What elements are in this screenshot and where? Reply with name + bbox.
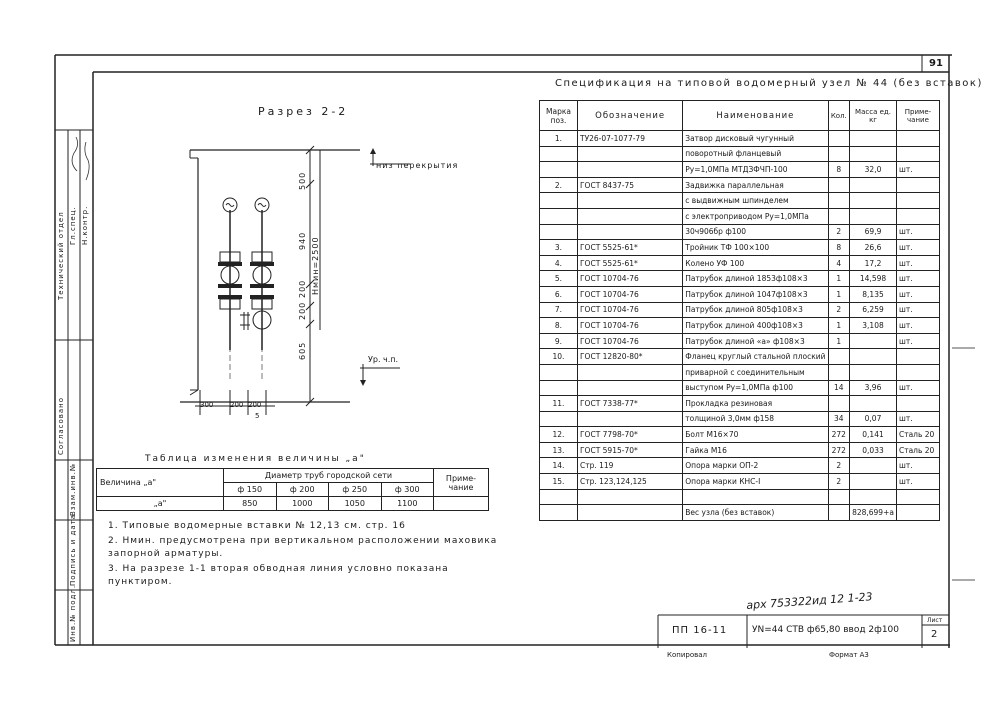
spec-cell-designation [577, 193, 682, 209]
spec-row [540, 489, 940, 505]
sheet-number: 2 [931, 629, 938, 640]
spec-cell-mark: 13. [540, 442, 578, 458]
spec-cell-mark: 9. [540, 333, 578, 349]
spec-cell-note: шт. [896, 458, 939, 474]
spec-cell-name: 30ч906бр ф100 [683, 224, 828, 240]
spec-cell-note: шт. [896, 333, 939, 349]
spec-cell-name: Прокладка резиновая [683, 396, 828, 412]
spec-cell-mass: 828,699+а [850, 505, 897, 521]
dim-200-h2: 200 [248, 401, 262, 409]
spec-cell-mark [540, 364, 578, 380]
spec-cell-mass [850, 489, 897, 505]
spec-title: Спецификация на типовой водомерный узел № 44 (без вставок) [555, 78, 983, 89]
spec-cell-mark: 7. [540, 302, 578, 318]
change-col-diameter: Диаметр труб городской сети [224, 469, 434, 483]
sheet-label: Лист [927, 617, 943, 624]
spec-cell-mass: 69,9 [850, 224, 897, 240]
spec-cell-designation: ГОСТ 7338-77* [577, 396, 682, 412]
spec-cell-note: Сталь 20 [896, 442, 939, 458]
section-title: Разрез 2-2 [258, 105, 349, 118]
change-col-quantity: Величина „а" [97, 469, 224, 497]
spec-cell-name: Патрубок длиной 1047ф108×3 [683, 286, 828, 302]
spec-cell-designation [577, 224, 682, 240]
spec-cell-qty: 272 [828, 442, 850, 458]
spec-cell-note [896, 131, 939, 147]
spec-cell-mass: 26,6 [850, 240, 897, 256]
label-ceiling: низ перекрытия [376, 161, 459, 170]
spec-cell-mass [850, 458, 897, 474]
spec-cell-name: с электроприводом Рy=1,0МПа [683, 208, 828, 224]
spec-cell-note: шт. [896, 474, 939, 490]
spec-row [540, 442, 940, 458]
spec-cell-name: Колено УФ 100 [683, 255, 828, 271]
spec-cell-designation: Стр. 123,124,125 [577, 474, 682, 490]
spec-cell-note: шт. [896, 318, 939, 334]
dim-200-b: 200 [298, 301, 307, 320]
spec-cell-designation: ГОСТ 10704-76 [577, 271, 682, 287]
spec-row [540, 396, 940, 412]
spec-cell-designation [577, 380, 682, 396]
spec-cell-mark: 4. [540, 255, 578, 271]
spec-cell-mass: 32,0 [850, 162, 897, 178]
spec-cell-qty: 1 [828, 333, 850, 349]
spec-cell-designation: ГОСТ 10704-76 [577, 333, 682, 349]
spec-cell-name: с выдвижным шпинделем [683, 193, 828, 209]
spec-cell-mark [540, 208, 578, 224]
spec-cell-name: поворотный фланцевый [683, 146, 828, 162]
spec-cell-qty: 1 [828, 318, 850, 334]
spec-row [540, 458, 940, 474]
spec-cell-qty: 34 [828, 411, 850, 427]
spec-cell-qty: 1 [828, 271, 850, 287]
spec-cell-mark: 1. [540, 131, 578, 147]
spec-cell-note: шт. [896, 162, 939, 178]
spec-cell-mark: 11. [540, 396, 578, 412]
spec-header-mark: Марка поз. [540, 101, 578, 131]
spec-cell-note [896, 146, 939, 162]
spec-cell-name: Гайка М16 [683, 442, 828, 458]
spec-cell-qty: 8 [828, 162, 850, 178]
spec-cell-mark [540, 505, 578, 521]
spec-cell-name: приварной с соединительным [683, 364, 828, 380]
spec-cell-name: Опора марки КНС-I [683, 474, 828, 490]
spec-cell-name: толщиной 3,0мм ф158 [683, 411, 828, 427]
spec-row [540, 318, 940, 334]
spec-cell-mass: 3,108 [850, 318, 897, 334]
spec-row [540, 224, 940, 240]
spec-cell-designation: ГОСТ 5525-61* [577, 240, 682, 256]
footer-copied: Копировал [667, 651, 707, 659]
spec-cell-mass [850, 208, 897, 224]
spec-cell-designation: ГОСТ 5525-61* [577, 255, 682, 271]
spec-cell-mark [540, 193, 578, 209]
spec-cell-name: Тройник ТФ 100×100 [683, 240, 828, 256]
spec-cell-designation [577, 505, 682, 521]
spec-cell-mark [540, 146, 578, 162]
spec-cell-qty [828, 208, 850, 224]
spec-cell-designation [577, 411, 682, 427]
note-3: 3. На разрезе 1-1 вторая обводная линия условно показана пунктиром. [108, 564, 449, 587]
spec-cell-mark: 14. [540, 458, 578, 474]
spec-cell-mark: 3. [540, 240, 578, 256]
spec-cell-name: Патрубок длиной 1853ф108×3 [683, 271, 828, 287]
spec-cell-note: шт. [896, 302, 939, 318]
spec-cell-mass [850, 193, 897, 209]
doc-code: ПП 16-11 [672, 625, 728, 636]
spec-cell-note: шт. [896, 255, 939, 271]
spec-cell-mark: 12. [540, 427, 578, 443]
spec-cell-mass: 0,07 [850, 411, 897, 427]
spec-cell-qty [828, 489, 850, 505]
spec-cell-designation [577, 364, 682, 380]
spec-cell-note [896, 177, 939, 193]
change-row-label: „а" [97, 497, 224, 511]
spec-cell-mark: 6. [540, 286, 578, 302]
dim-940: 940 [298, 231, 307, 250]
spec-cell-mass: 6,259 [850, 302, 897, 318]
spec-cell-name: Патрубок длиной 400ф108×3 [683, 318, 828, 334]
spec-cell-designation: ГОСТ 8437-75 [577, 177, 682, 193]
spec-cell-designation: ГОСТ 10704-76 [577, 302, 682, 318]
spec-cell-mass [850, 146, 897, 162]
dim-hmin: Hмин=2500 [311, 236, 320, 295]
spec-cell-note: Сталь 20 [896, 427, 939, 443]
spec-cell-designation [577, 146, 682, 162]
spec-cell-mark: 8. [540, 318, 578, 334]
spec-cell-note: шт. [896, 411, 939, 427]
dim-605: 605 [298, 341, 307, 360]
change-col-note: Приме- чание [434, 469, 489, 497]
stamp-sign-date: Подпись и дата [69, 514, 77, 586]
spec-cell-mass [850, 396, 897, 412]
page-number: 91 [929, 58, 943, 69]
spec-cell-name: Патрубок длиной «а» ф108×3 [683, 333, 828, 349]
spec-cell-note [896, 208, 939, 224]
spec-cell-qty [828, 349, 850, 365]
spec-cell-qty: 272 [828, 427, 850, 443]
change-diameter: ф 300 [381, 483, 434, 497]
spec-cell-name: Фланец круглый стальной плоский [683, 349, 828, 365]
stamp-inv-sub: Взам.инв.№ [69, 462, 77, 516]
spec-row [540, 380, 940, 396]
spec-cell-designation: ГОСТ 10704-76 [577, 318, 682, 334]
spec-cell-designation: ГОСТ 12820-80* [577, 349, 682, 365]
change-value: 1000 [276, 497, 329, 511]
spec-row [540, 302, 940, 318]
spec-row [540, 271, 940, 287]
change-diameter: ф 200 [276, 483, 329, 497]
spec-cell-designation [577, 162, 682, 178]
spec-cell-note: шт. [896, 224, 939, 240]
spec-header-note: Приме- чание [896, 101, 939, 131]
dim-200-h1: 200 [230, 401, 244, 409]
spec-row [540, 255, 940, 271]
spec-cell-qty: 2 [828, 302, 850, 318]
spec-row [540, 505, 940, 521]
dim-500: 500 [298, 171, 307, 190]
spec-cell-mark: 10. [540, 349, 578, 365]
spec-row [540, 131, 940, 147]
spec-row [540, 411, 940, 427]
spec-cell-designation [577, 208, 682, 224]
spec-cell-qty [828, 193, 850, 209]
spec-row [540, 349, 940, 365]
footer-format: Формат А3 [829, 651, 869, 659]
spec-header-mass: Масса ед. кг [850, 101, 897, 131]
spec-cell-mark [540, 489, 578, 505]
spec-cell-designation: ГОСТ 7798-70* [577, 427, 682, 443]
change-value: 1100 [381, 497, 434, 511]
spec-cell-note: шт. [896, 380, 939, 396]
spec-cell-mark [540, 162, 578, 178]
change-diameter: ф 150 [224, 483, 277, 497]
spec-cell-qty: 8 [828, 240, 850, 256]
spec-cell-name: Вес узла (без вставок) [683, 505, 828, 521]
stamp-inv-orig: Инв.№ подл. [69, 584, 77, 642]
spec-cell-name [683, 489, 828, 505]
spec-cell-note: шт. [896, 286, 939, 302]
spec-row [540, 177, 940, 193]
spec-cell-mark [540, 224, 578, 240]
spec-cell-mass: 0,033 [850, 442, 897, 458]
spec-row [540, 146, 940, 162]
stamp-signatures [56, 132, 92, 192]
spec-cell-mass: 17,2 [850, 255, 897, 271]
spec-cell-name: Задвижка параллельная [683, 177, 828, 193]
spec-table [539, 100, 940, 521]
spec-cell-note [896, 505, 939, 521]
spec-row [540, 162, 940, 178]
spec-cell-qty [828, 364, 850, 380]
spec-header-name: Наименование [683, 101, 828, 131]
spec-cell-mass [850, 131, 897, 147]
spec-cell-name: Опора марки ОП-2 [683, 458, 828, 474]
spec-cell-note [896, 193, 939, 209]
spec-header-qty: Кол. [828, 101, 850, 131]
spec-row [540, 286, 940, 302]
spec-cell-designation: ГОСТ 5915-70* [577, 442, 682, 458]
stamp-dept: Технический отдел [57, 211, 65, 300]
spec-cell-designation: Стр. 119 [577, 458, 682, 474]
label-floor: Ур. ч.п. [368, 355, 399, 364]
spec-cell-qty [828, 396, 850, 412]
spec-cell-qty [828, 131, 850, 147]
spec-cell-mass [850, 349, 897, 365]
spec-cell-mass [850, 364, 897, 380]
spec-cell-note [896, 349, 939, 365]
stamp-inspector: Н.контр. [81, 205, 89, 245]
spec-row [540, 208, 940, 224]
spec-cell-mass: 8,135 [850, 286, 897, 302]
spec-cell-mass: 0,141 [850, 427, 897, 443]
change-diameter: ф 250 [329, 483, 382, 497]
spec-cell-qty [828, 177, 850, 193]
spec-cell-name: выступом Pу=1,0МПа ф100 [683, 380, 828, 396]
spec-row [540, 240, 940, 256]
dim-300: 300 [200, 401, 214, 409]
spec-cell-qty: 4 [828, 255, 850, 271]
spec-cell-designation: ТУ26-07-1077-79 [577, 131, 682, 147]
spec-cell-note: шт. [896, 240, 939, 256]
spec-cell-mark: 15. [540, 474, 578, 490]
spec-cell-name: Болт М16×70 [683, 427, 828, 443]
change-table-title: Таблица изменения величины „а" [145, 454, 366, 464]
spec-cell-mass: 3,96 [850, 380, 897, 396]
spec-cell-note [896, 396, 939, 412]
spec-cell-note: шт. [896, 271, 939, 287]
handwritten-note: арх 753322ид 12 1-23 [745, 590, 873, 612]
change-value: 1050 [329, 497, 382, 511]
spec-cell-mass: 14,598 [850, 271, 897, 287]
dim-200-a: 200 [298, 279, 307, 298]
section-drawing [180, 140, 480, 430]
spec-cell-mark [540, 380, 578, 396]
spec-row [540, 364, 940, 380]
spec-cell-qty: 2 [828, 458, 850, 474]
spec-cell-mark [540, 411, 578, 427]
change-value: 850 [224, 497, 277, 511]
change-table [96, 468, 489, 511]
note-2: 2. Нмин. предусмотрена при вертикальном расположении маховика запорной арматуры. [108, 536, 498, 559]
spec-cell-mass [850, 474, 897, 490]
spec-row [540, 474, 940, 490]
spec-cell-qty [828, 505, 850, 521]
spec-cell-designation [577, 489, 682, 505]
change-value-note [434, 497, 489, 511]
spec-cell-mass [850, 333, 897, 349]
note-1: 1. Типовые водомерные вставки № 12,13 см. стр. 16 [108, 521, 406, 531]
spec-cell-name: Патрубок длиной 805ф108×3 [683, 302, 828, 318]
spec-cell-note [896, 364, 939, 380]
spec-cell-designation: ГОСТ 10704-76 [577, 286, 682, 302]
spec-header-designation: Обозначение [577, 101, 682, 131]
stamp-chief-spec: Гл.спец. [69, 206, 77, 245]
doc-description: УN=44 СТВ ф65,80 ввод 2ф100 [752, 625, 900, 635]
spec-cell-mass [850, 177, 897, 193]
spec-cell-qty: 2 [828, 224, 850, 240]
spec-cell-qty: 1 [828, 286, 850, 302]
dim-mark: 5 [255, 412, 260, 420]
spec-row [540, 193, 940, 209]
spec-row [540, 333, 940, 349]
spec-cell-qty [828, 146, 850, 162]
spec-cell-name: Pу=1,0МПа МТДЗФЧП-100 [683, 162, 828, 178]
spec-cell-note [896, 489, 939, 505]
spec-cell-mark: 5. [540, 271, 578, 287]
stamp-agreed: Согласовано [57, 396, 65, 455]
spec-cell-qty: 2 [828, 474, 850, 490]
spec-cell-qty: 14 [828, 380, 850, 396]
spec-cell-name: Затвор дисковый чугунный [683, 131, 828, 147]
spec-row [540, 427, 940, 443]
spec-cell-mark: 2. [540, 177, 578, 193]
